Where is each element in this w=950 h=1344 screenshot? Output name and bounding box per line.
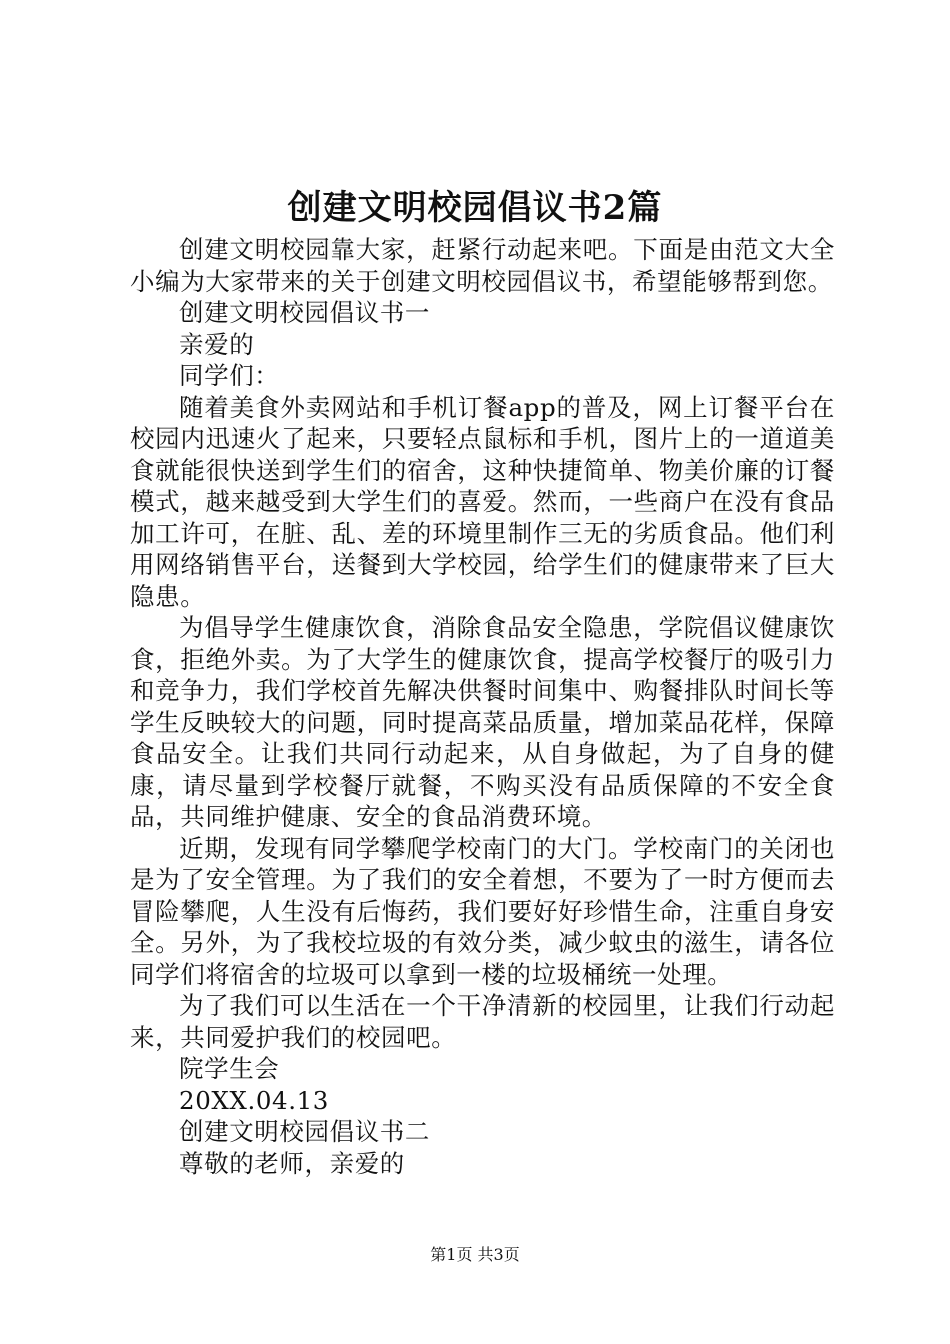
paragraph-safety: 近期，发现有同学攀爬学校南门的大门。学校南门的关闭也是为了安全管理。为了我们的安全着想，不要为了一时方便而去冒险攀爬，人生没有后悔药，我们要好好珍惜生命，注重自身安全。另外，为了我校垃圾的有效分类，减少蚊虫的滋生，请各位同学们将宿舍的垃圾可以拿到一楼的垃圾桶统一处理。 <box>130 833 835 989</box>
page-footer: 第1页 共3页 <box>430 1245 520 1264</box>
section-heading-two: 创建文明校园倡议书二 <box>179 1117 430 1146</box>
salutation-line-1: 亲爱的 <box>179 329 255 359</box>
signature-date: 20XX.04.13 <box>179 1085 329 1115</box>
signature-organization: 院学生会 <box>179 1054 280 1083</box>
document-title: 创建文明校园倡议书2篇 <box>287 188 663 228</box>
document-body <box>130 234 835 1179</box>
paragraph-closing: 为了我们可以生活在一个干净清新的校园里，让我们行动起来，共同爱护我们的校园吧。 <box>130 991 835 1052</box>
section-heading-one: 创建文明校园倡议书一 <box>179 298 430 327</box>
paragraph-intro: 创建文明校园靠大家，赶紧行动起来吧。下面是由范文大全小编为大家带来的关于创建文明校园倡议书，希望能够帮到您。 <box>130 235 835 296</box>
salutation-two: 尊敬的老师，亲爱的 <box>179 1148 405 1178</box>
paragraph-healthy-diet: 为倡导学生健康饮食，消除食品安全隐患，学院倡议健康饮食，拒绝外卖。为了大学生的健康饮食，提高学校餐厅的吸引力和竞争力，我们学校首先解决供餐时间集中、购餐排队时间长等学生反映较大的问题，同时提高菜品质量，增加菜品花样，保障食品安全。让我们共同行动起来，从自身做起，为了自身的健康，请尽量到学校餐厅就餐，不购买没有品质保障的不安全食品，共同维护健康、安全的食品消费环境。 <box>130 613 835 831</box>
salutation-line-2: 同学们： <box>179 361 280 390</box>
paragraph-takeout: 随着美食外卖网站和手机订餐app的普及，网上订餐平台在校园内迅速火了起来，只要轻点鼠标和手机，图片上的一道道美食就能很快送到学生们的宿舍，这种快捷简单、物美价廉的订餐模式，越来越受到大学生们的喜爱。然而，一些商户在没有食品加工许可，在脏、乱、差的环境里制作三无的劣质食品。他们利用网络销售平台，送餐到大学校园，给学生们的健康带来了巨大隐患。 <box>130 392 835 611</box>
